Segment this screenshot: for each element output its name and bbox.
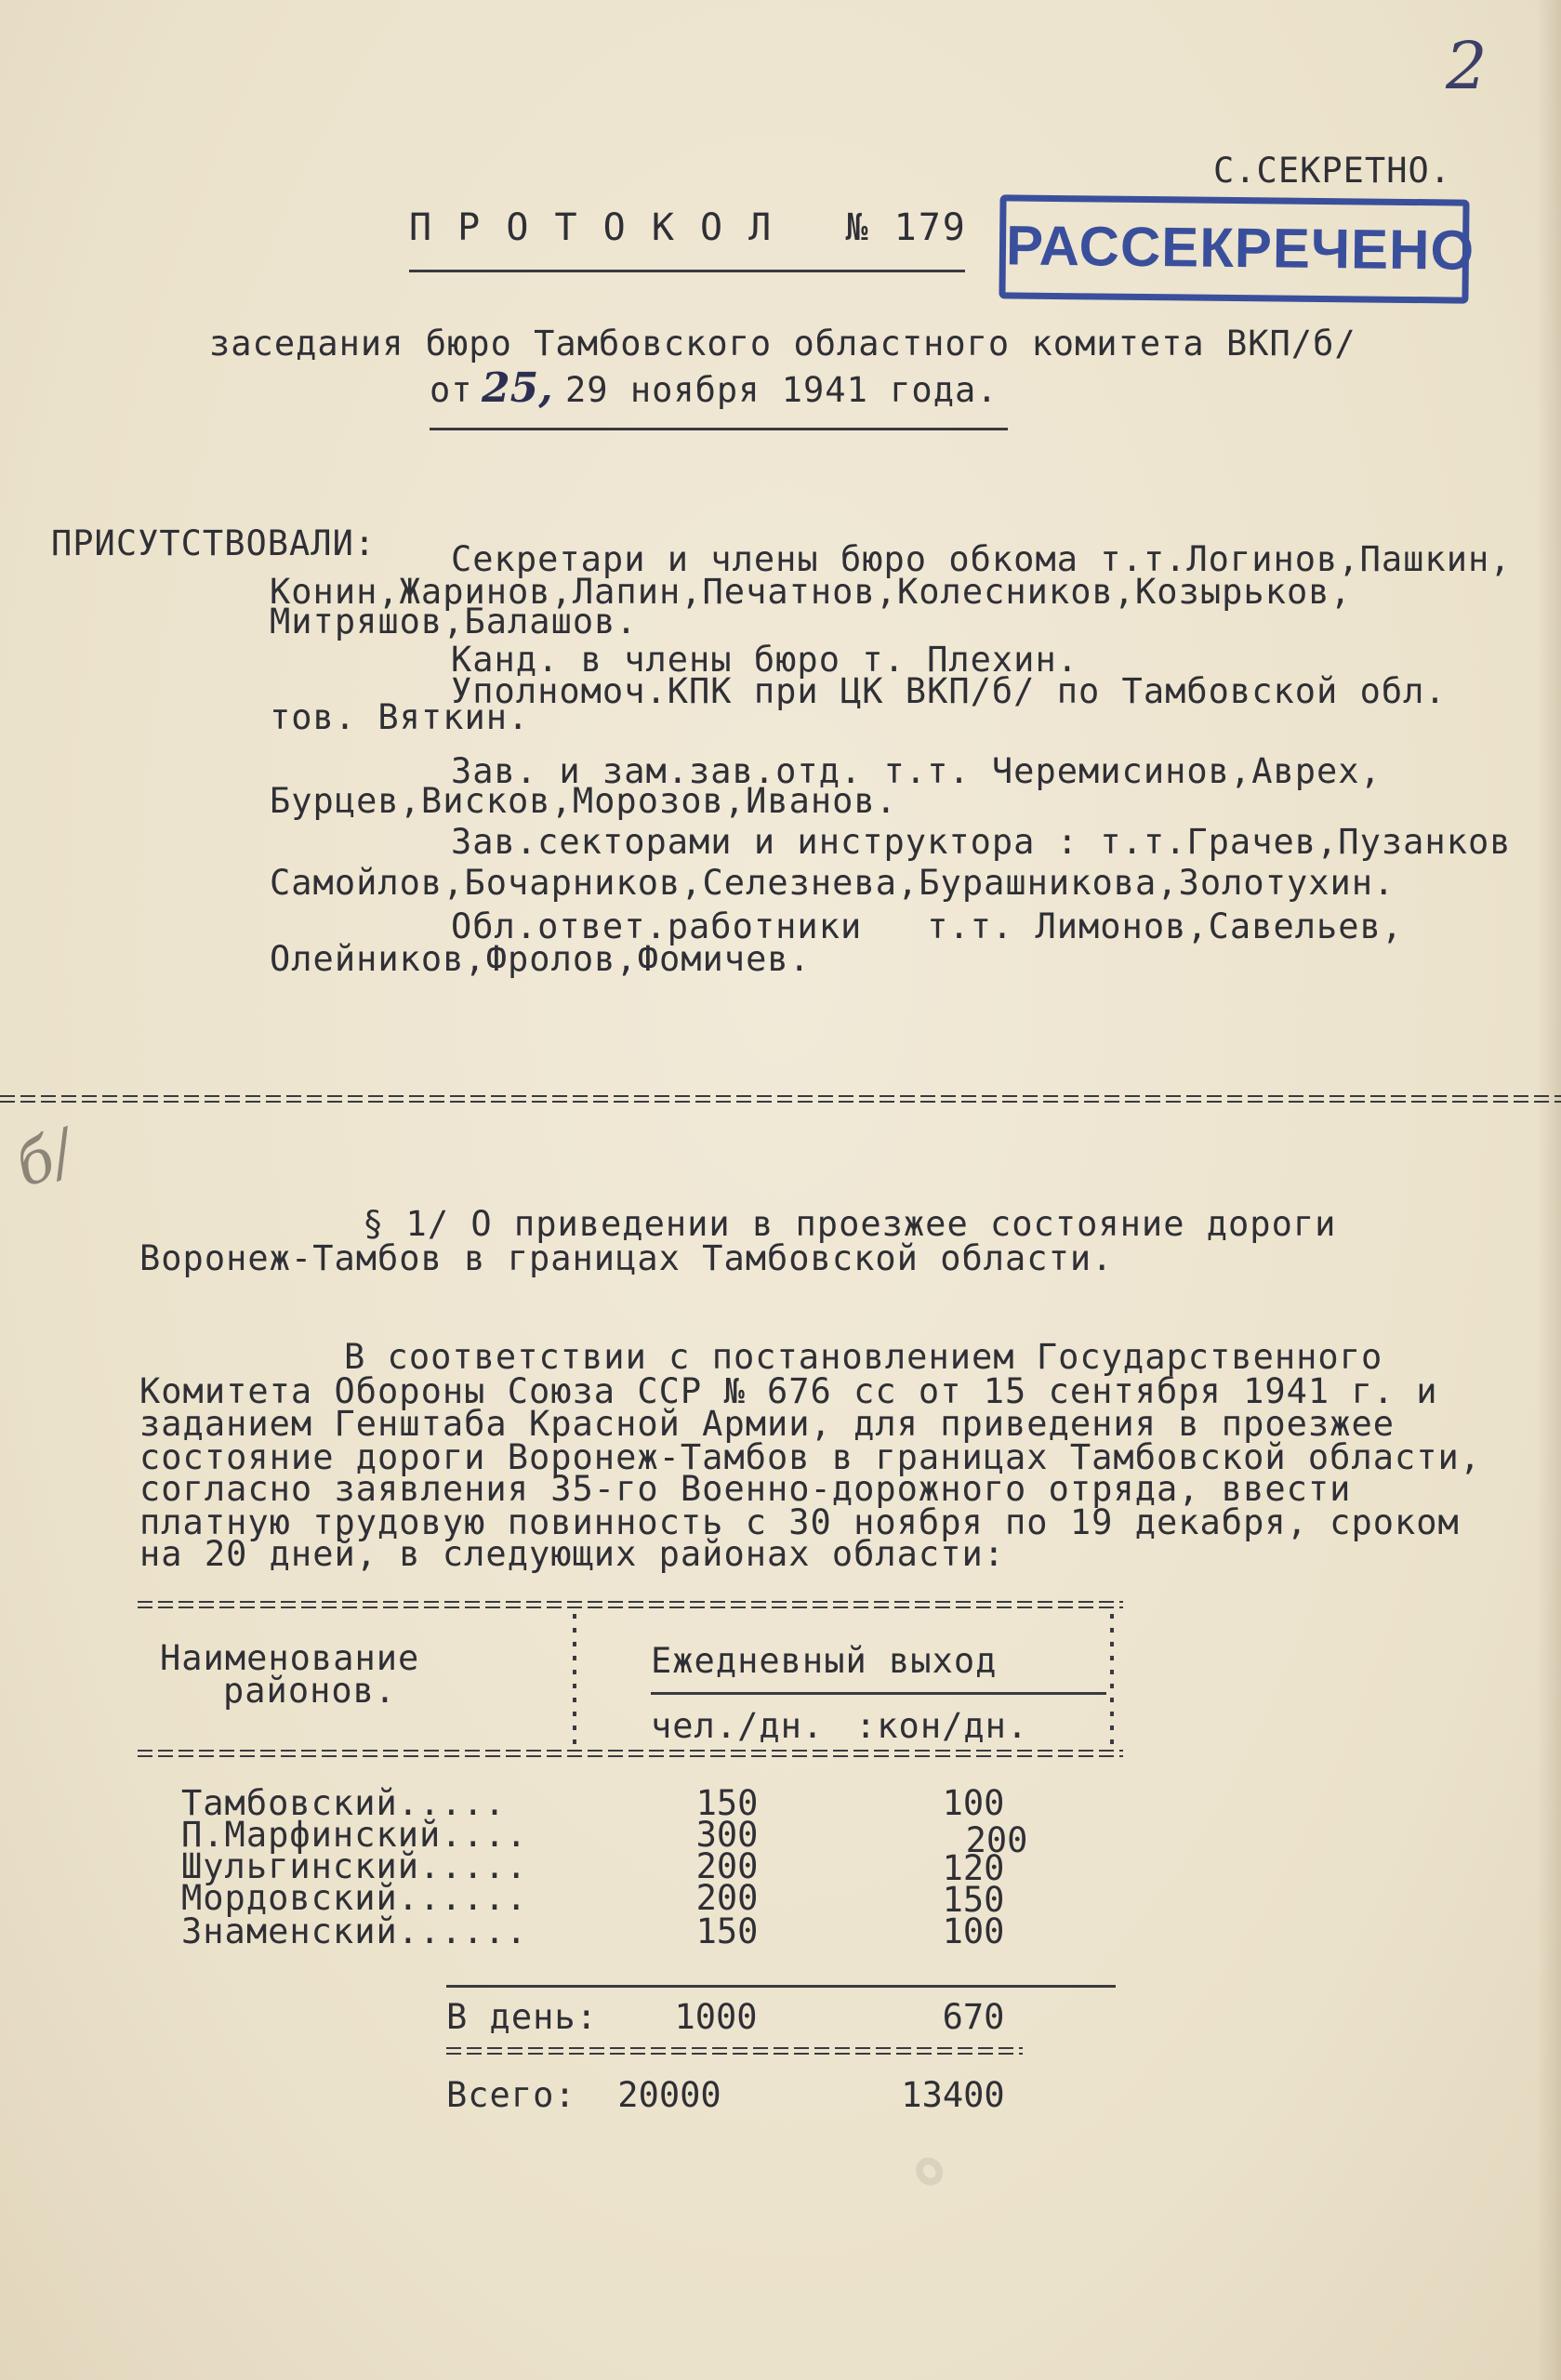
- handwritten-page-number: 2: [1446, 28, 1488, 104]
- subtitle-line-1: заседания бюро Тамбовского областного комитета ВКП/б/: [209, 324, 1356, 364]
- protocol-title: П Р О Т О К О Л № 179: [409, 206, 967, 249]
- people-value: 150: [695, 1911, 759, 1951]
- present-line: Зав.секторами и инструктора : т.т.Грачев,Пузанков: [451, 822, 1512, 862]
- people-value: 300: [695, 1815, 759, 1855]
- table-header-districts: Наименование: [160, 1638, 420, 1678]
- present-label: ПРИСУТСТВОВАЛИ:: [51, 523, 377, 563]
- watermark: ﾟ: [903, 2131, 1025, 2265]
- body-line: В соответствии с постановлением Государственного: [344, 1337, 1383, 1377]
- present-line: Бурцев,Висков,Морозов,Иванов.: [270, 781, 898, 821]
- per-day-people: 1000: [674, 1997, 758, 2037]
- people-value: 200: [695, 1846, 759, 1886]
- district-name: Знаменский......: [181, 1911, 528, 1951]
- body-line: на 20 дней, в следующих районах области:: [139, 1534, 1006, 1574]
- per-day-horses: 670: [942, 1997, 1005, 2037]
- table-header-daily-output: Ежедневный выход: [651, 1641, 998, 1681]
- present-line: Уполномоч.КПК при ЦК ВКП/б/ по Тамбовской обл.: [451, 671, 1447, 711]
- district-name: Мордовский......: [181, 1878, 528, 1918]
- present-line: Канд. в члены бюро т. Плехин.: [451, 640, 1079, 680]
- body-line: платную трудовую повинность с 30 ноября по 19 декабря, сроком: [139, 1502, 1460, 1542]
- body-line: состояние дороги Воронеж-Тамбов в границах Тамбовской области,: [139, 1437, 1482, 1477]
- present-line: Олейников,Фролов,Фомичев.: [270, 939, 811, 979]
- declassified-stamp: РАССЕКРЕЧЕНО: [999, 194, 1469, 303]
- district-name: Тамбовский.....: [181, 1783, 507, 1823]
- horses-value: 120: [942, 1848, 1005, 1888]
- section-heading-line-2: Воронеж-Тамбов в границах Тамбовской области.: [139, 1238, 1114, 1278]
- district-name: Шульгинский.....: [181, 1846, 528, 1886]
- table-column-divider: [573, 1614, 576, 1753]
- present-line: Конин,Жаринов,Лапин,Печатнов,Колесников,Козырьков,: [270, 572, 1352, 612]
- paper-edge: [1537, 0, 1561, 2380]
- handwritten-date: 25,: [482, 364, 553, 412]
- table-header-districts-2: районов.: [223, 1671, 397, 1711]
- present-line: Самойлов,Бочарников,Селезнева,Бурашникова,Золотухин.: [270, 863, 1396, 903]
- present-line: тов. Вяткин.: [270, 697, 530, 737]
- horses-value: 200: [965, 1820, 1028, 1860]
- total-label: Всего:: [446, 2075, 576, 2115]
- per-day-label: В день:: [446, 1997, 598, 2037]
- people-value: 200: [695, 1878, 759, 1918]
- horses-value: 100: [942, 1911, 1005, 1951]
- total-horses: 13400: [901, 2075, 1005, 2115]
- margin-pencil-mark: б/: [7, 1117, 84, 1202]
- body-line: согласно заявления 35-го Военно-дорожного отряда, ввести: [139, 1469, 1352, 1509]
- subtitle-underline: [430, 428, 1008, 430]
- totals-rule: [446, 1985, 1116, 1988]
- district-name: П.Марфинский....: [181, 1815, 528, 1855]
- present-line: Митряшов,Балашов.: [270, 602, 638, 641]
- totals-double-rule: [446, 2045, 1023, 2056]
- present-line: Зав. и зам.зав.отд. т.т. Черемисинов,Аврех,: [451, 751, 1382, 791]
- horses-value: 150: [942, 1880, 1005, 1920]
- people-value: 150: [695, 1783, 759, 1823]
- classification-label: С.СЕКРЕТНО.: [1213, 151, 1452, 191]
- body-line: заданием Генштаба Красной Армии, для приведения в проезжее: [139, 1404, 1396, 1444]
- body-line: Комитета Обороны Союза ССР № 676 сс от 15 сентября 1941 г. и: [139, 1371, 1438, 1411]
- table-header-border: [138, 1748, 1123, 1759]
- table-top-border: [138, 1599, 1123, 1610]
- subtitle-date-prefix: от: [430, 370, 473, 410]
- total-people: 20000: [617, 2075, 721, 2115]
- present-line: Секретари и члены бюро обкома т.т.Логинов,Пашкин,: [451, 539, 1512, 579]
- horses-value: 100: [942, 1783, 1005, 1823]
- table-subheader-people: чел./дн.: [651, 1706, 825, 1746]
- present-line: Обл.ответ.работники т.т. Лимонов,Савельев,: [451, 906, 1404, 946]
- section-heading-line-1: § 1/ О приведении в проезжее состояние дороги: [363, 1204, 1337, 1244]
- subtitle-date-suffix: 29 ноября 1941 года.: [565, 370, 999, 410]
- title-underline: [409, 270, 965, 272]
- section-divider: [0, 1093, 1561, 1104]
- table-subheader-horses: :кон/дн.: [855, 1706, 1029, 1746]
- table-column-divider: [1110, 1614, 1114, 1753]
- group-header-underline: [651, 1692, 1106, 1695]
